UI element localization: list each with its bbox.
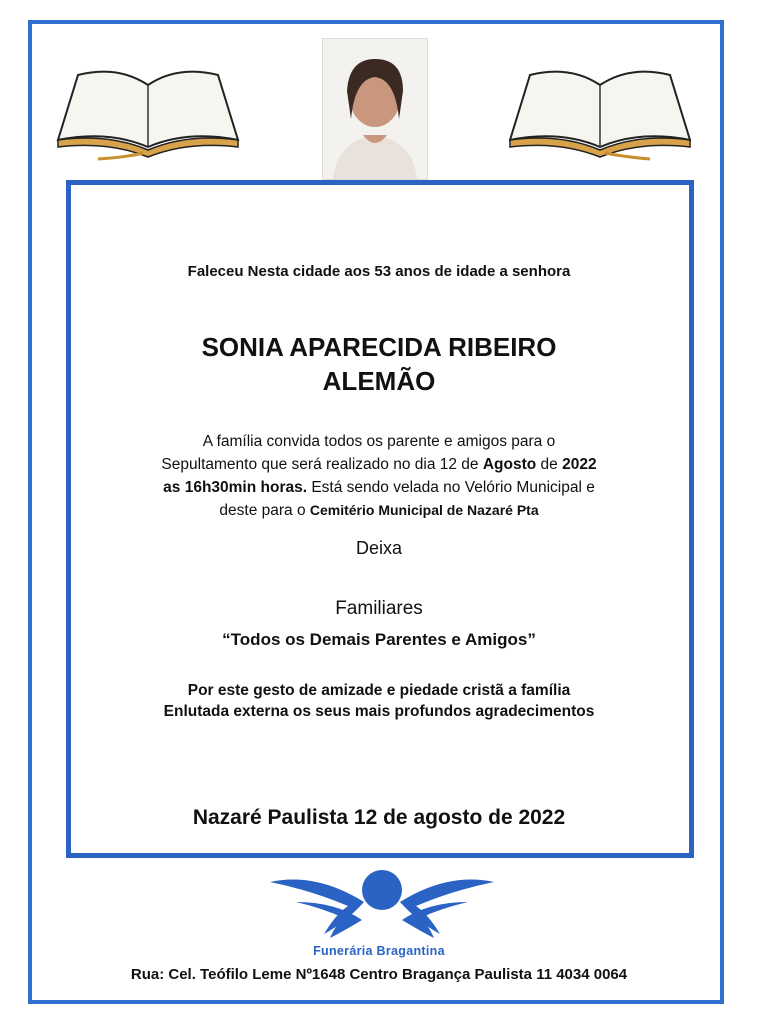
thanks-line-2: Enlutada externa os seus mais profundos agradecimentos [163,703,595,720]
thanks-line-1: Por este gesto de amizade e piedade cristã a família [187,682,571,699]
para-text: deste para o [219,502,310,519]
para-line-4 [0,499,758,522]
name-line-2: ALEMÃO [322,366,436,396]
para-cemetery: Cemitério Municipal de Nazaré Pta [309,502,539,518]
burial-details [0,430,758,522]
open-book-icon [500,55,700,165]
intro-text: Faleceu Nesta cidade aos 53 anos de idade a senhora [187,263,571,280]
para-year: 2022 [562,456,597,473]
para-text: Sepultamento que será realizado no dia 12 de [161,456,483,473]
para-line-1: A família convida todos os parente e amigos para o [202,433,556,450]
para-text: Está sendo velada no Velório Municipal e [307,479,595,496]
para-line-2 [0,453,758,476]
funeral-home-address: Rua: Cel. Teófilo Leme Nº1648 Centro Bragança Paulista 11 4034 0064 [130,966,628,983]
funeral-home-logo-icon [266,862,498,942]
funeral-home-name: Funerária Bragantina [313,944,445,958]
thanks-text [0,680,758,722]
para-line-3 [0,476,758,499]
para-text: de [536,456,563,473]
deceased-name [0,330,758,398]
familiares-text: Familiares [335,598,423,619]
open-book-icon [48,55,248,165]
para-time: as 16h30min horas. [163,479,308,496]
deceased-photo [322,38,428,180]
relatives-quote: “Todos os Demais Parentes e Amigos” [222,630,536,649]
para-month: Agosto [482,456,537,473]
name-line-1: SONIA APARECIDA RIBEIRO [201,332,557,362]
deixa-text: Deixa [355,538,403,558]
dateline: Nazaré Paulista 12 de agosto de 2022 [192,806,566,829]
